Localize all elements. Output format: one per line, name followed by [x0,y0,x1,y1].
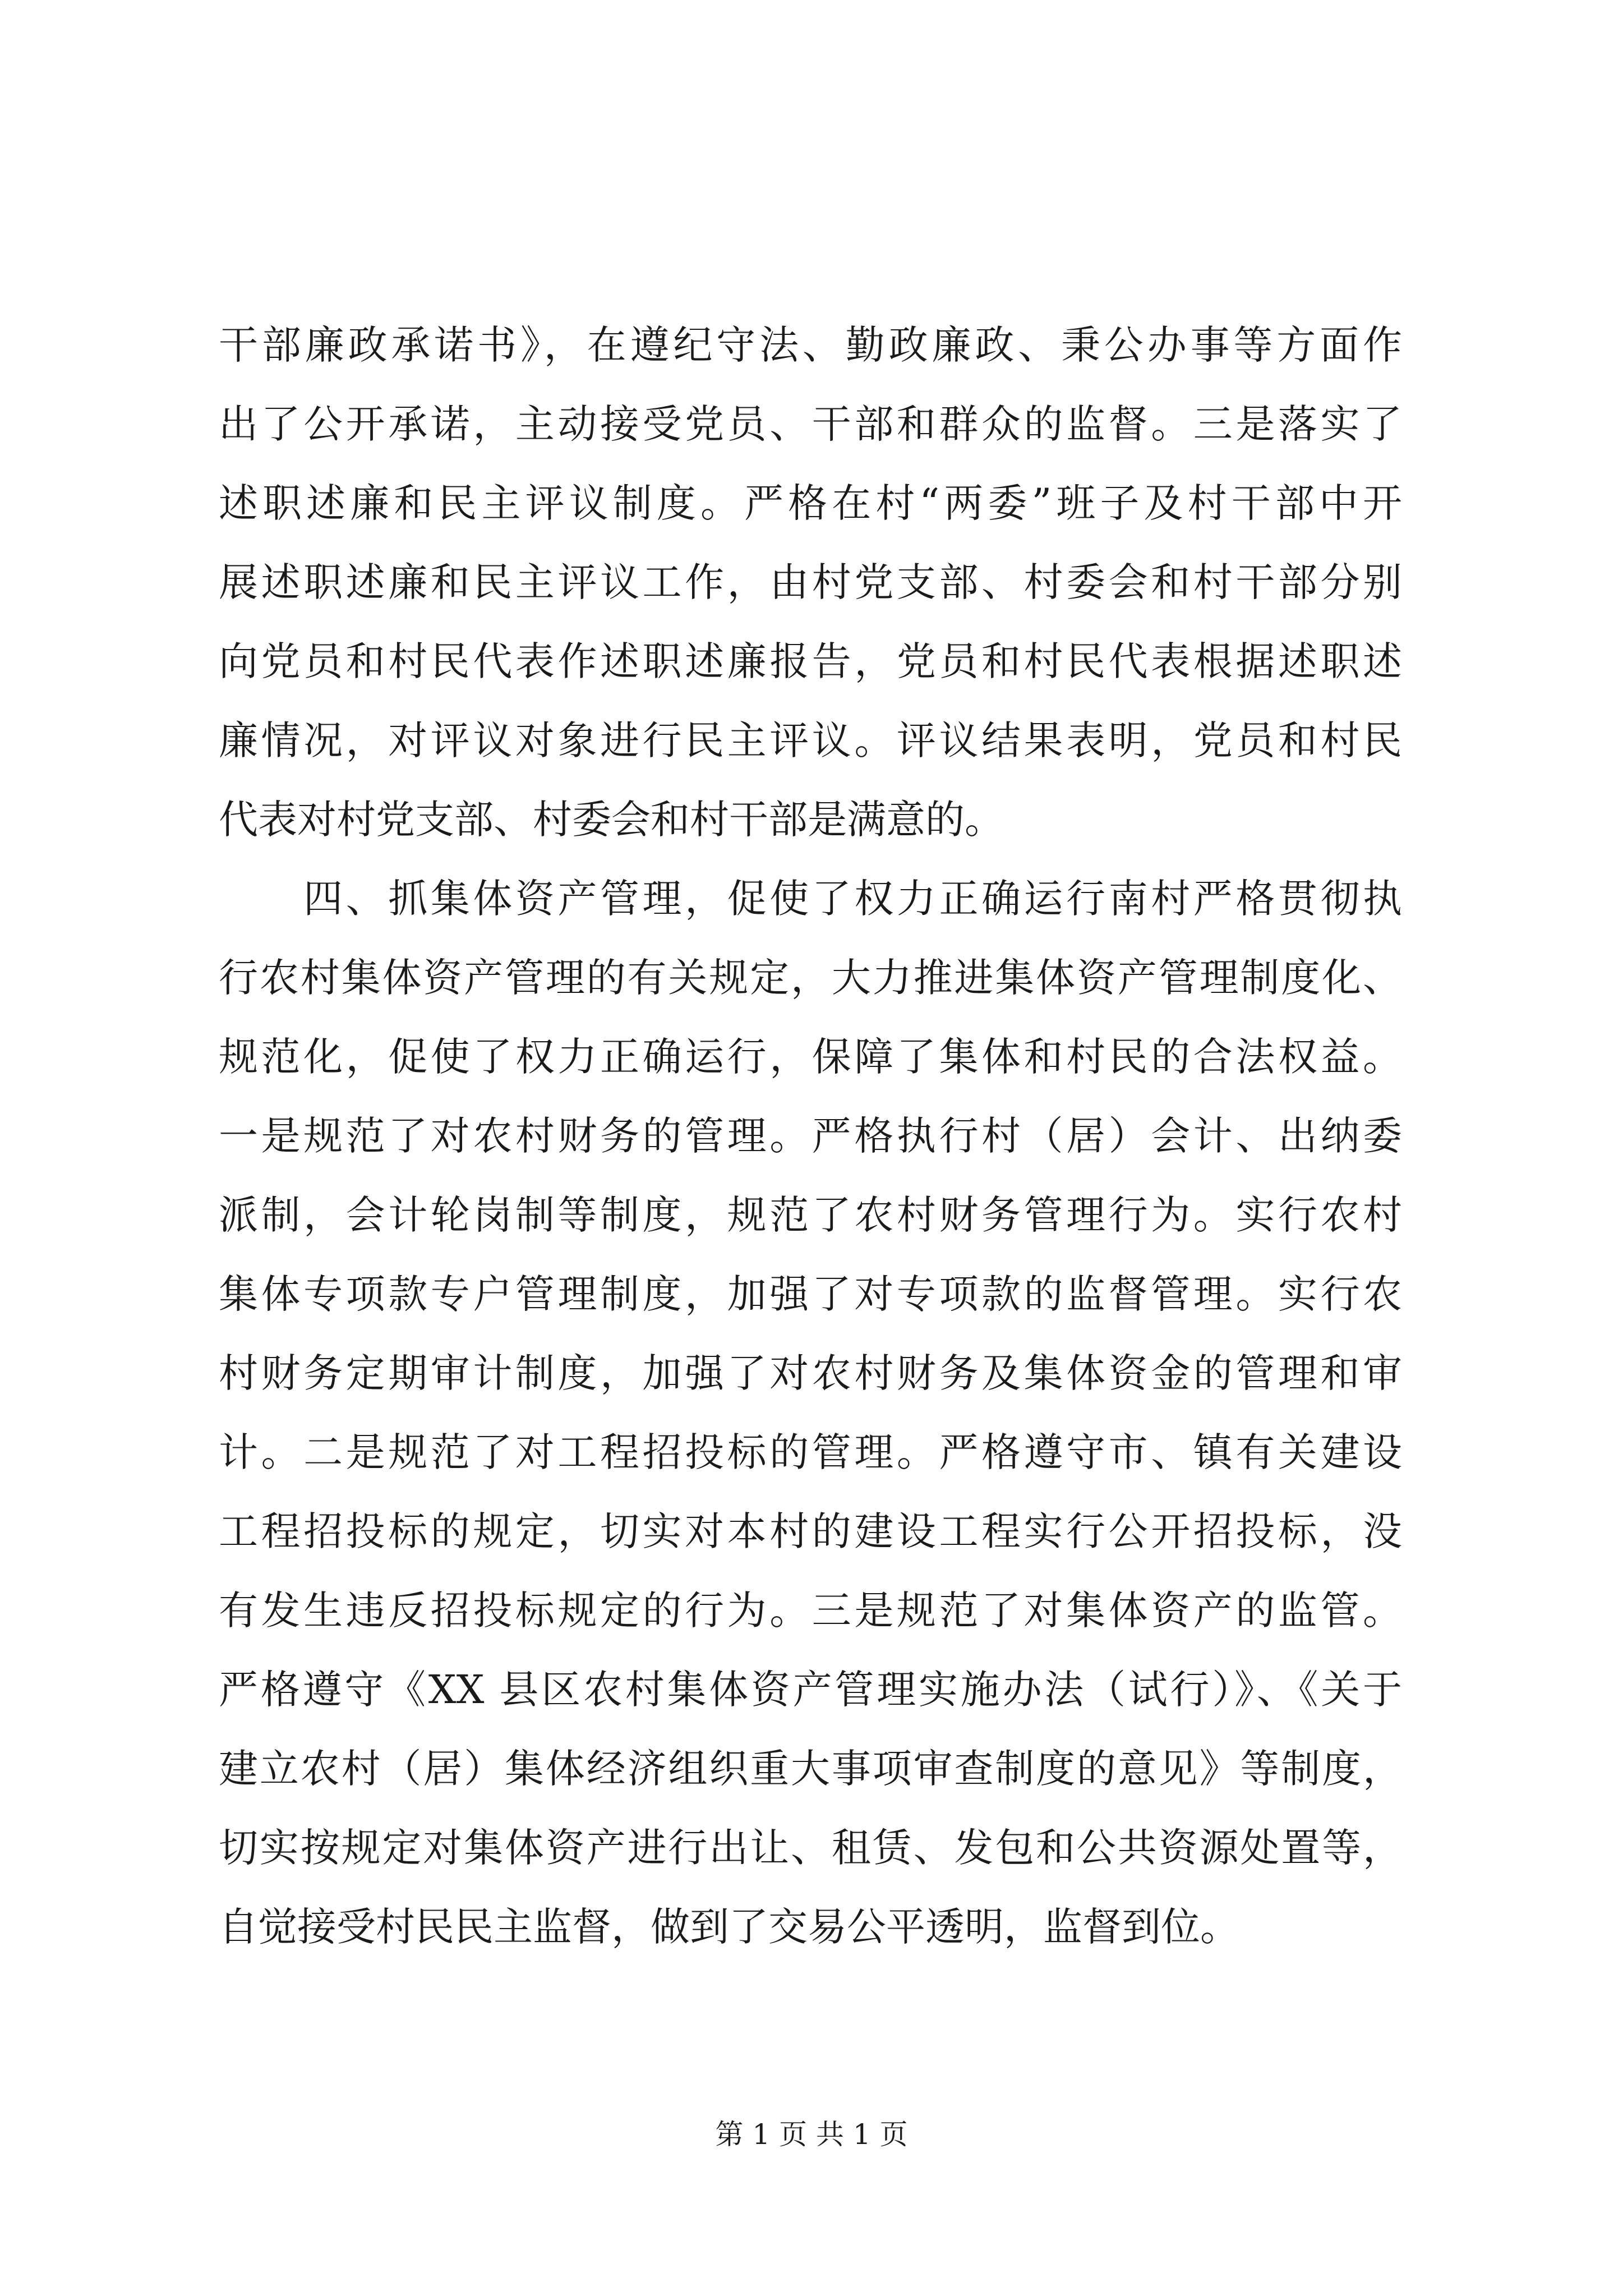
text-line: 切实按规定对集体资产进行出让、租赁、发包和公共资源处置等， [219,1825,1402,1871]
text-line: 四、抓集体资产管理，促使了权力正确运行南村严格贯彻执 [219,876,1402,922]
text-line: 建立农村（居）集体经济组织重大事项审查制度的意见》等制度， [219,1746,1402,1792]
text-line: 集体专项款专户管理制度，加强了对专项款的监督管理。实行农 [219,1271,1402,1317]
body-text [219,306,1402,1967]
text-line: 规范化，促使了权力正确运行，保障了集体和村民的合法权益。 [219,1034,1402,1080]
text-line: 展述职述廉和民主评议工作，由村党支部、村委会和村干部分别 [219,559,1402,605]
text-line: 自觉接受村民民主监督，做到了交易公平透明，监督到位。 [219,1904,1239,1950]
text-line: 一是规范了对农村财务的管理。严格执行村（居）会计、出纳委 [219,1113,1402,1159]
text-line: 严格遵守《XX 县区农村集体资产管理实施办法（试行）》、《关于 [219,1667,1402,1713]
page-footer: 第 1 页 共 1 页 [715,2118,908,2151]
text-line: 工程招投标的规定，切实对本村的建设工程实行公开招投标，没 [219,1508,1402,1554]
text-line: 干部廉政承诺书》，在遵纪守法、勤政廉政、秉公办事等方面作 [219,322,1402,368]
text-line: 向党员和村民代表作述职述廉报告，党员和村民代表根据述职述 [219,638,1402,684]
text-line: 派制，会计轮岗制等制度，规范了农村财务管理行为。实行农村 [219,1192,1402,1238]
text-line: 述职述廉和民主评议制度。严格在村“两委”班子及村干部中开 [219,480,1402,526]
text-line: 行农村集体资产管理的有关规定，大力推进集体资产管理制度化、 [219,955,1402,1001]
text-line: 代表对村党支部、村委会和村干部是满意的。 [219,797,1004,843]
text-line: 计。二是规范了对工程招投标的管理。严格遵守市、镇有关建设 [219,1429,1402,1475]
text-line: 有发生违反招投标规定的行为。三是规范了对集体资产的监管。 [219,1588,1402,1634]
text-line: 廉情况，对评议对象进行民主评议。评议结果表明，党员和村民 [219,717,1402,763]
text-line: 村财务定期审计制度，加强了对农村财务及集体资金的管理和审 [219,1350,1402,1396]
text-line: 出了公开承诺，主动接受党员、干部和群众的监督。三是落实了 [219,401,1402,447]
